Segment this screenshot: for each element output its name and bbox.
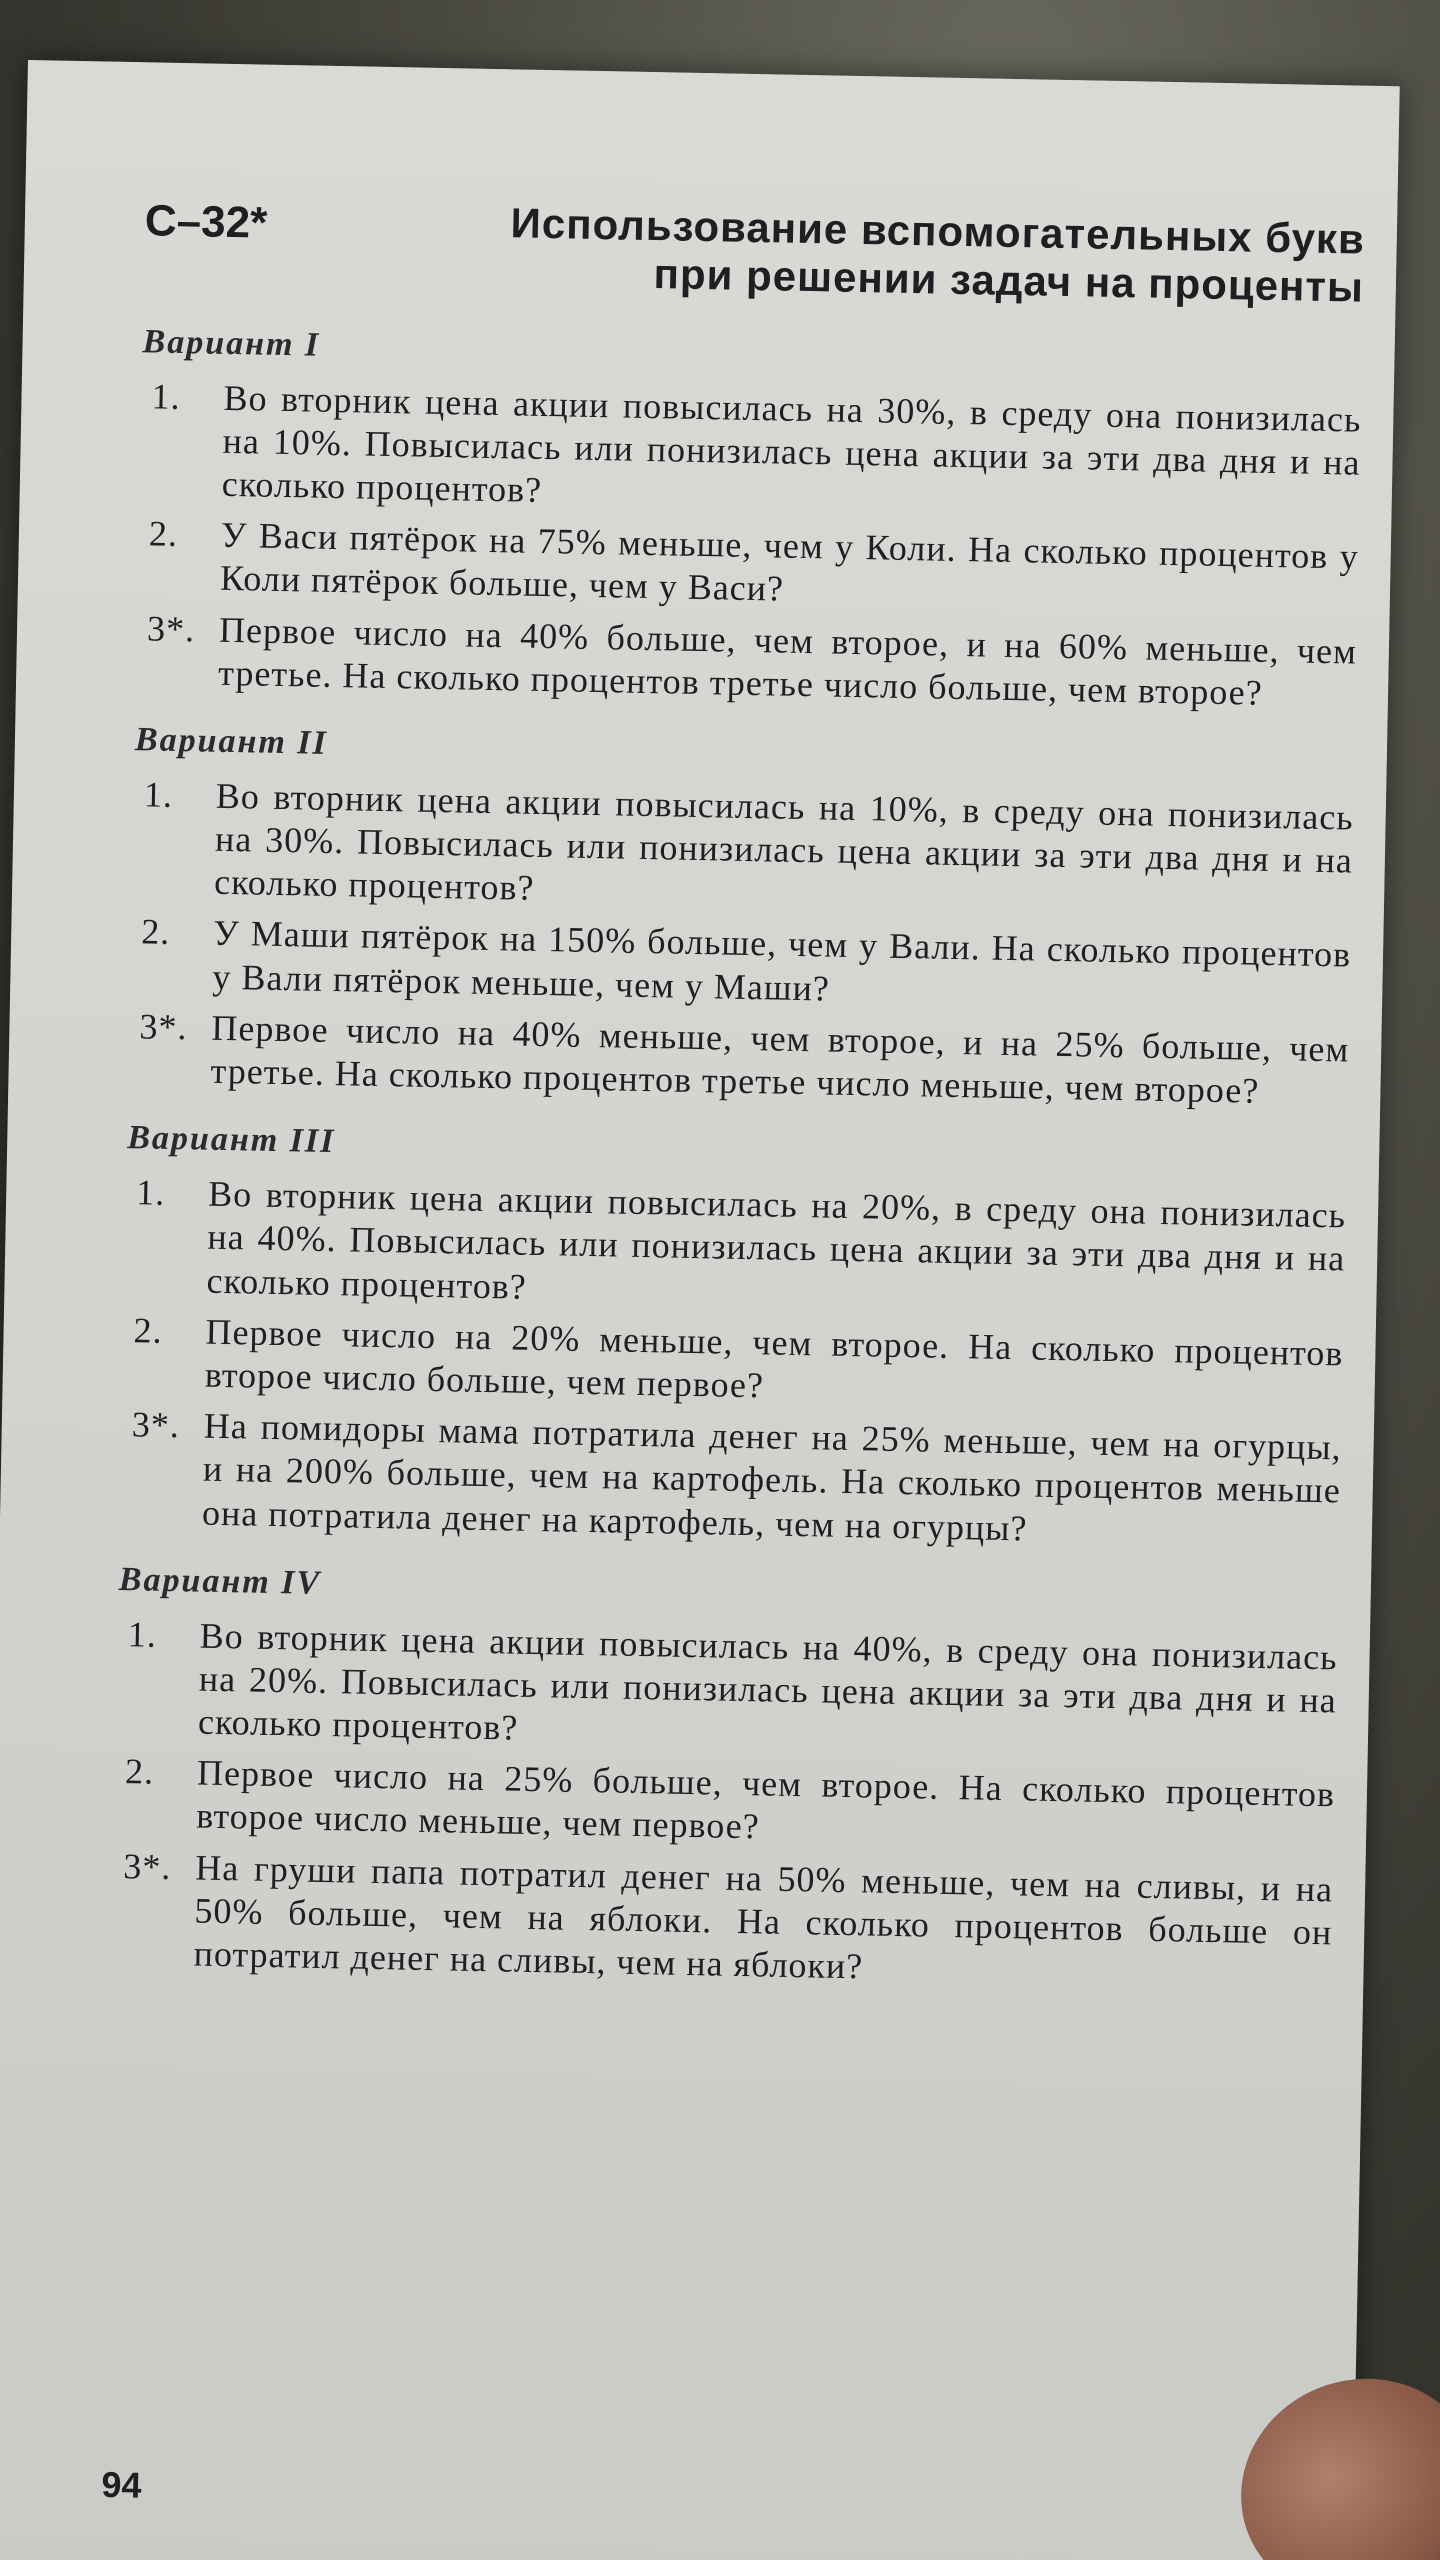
task-item <box>120 1403 1342 1556</box>
task-number: 3*. <box>131 1404 181 1446</box>
task-item <box>136 607 1357 717</box>
variant-heading: Вариант III <box>126 1119 336 1161</box>
task-item <box>128 1005 1349 1115</box>
task-item <box>139 375 1361 528</box>
task-number: 3*. <box>139 1006 188 1048</box>
task-item <box>122 1309 1343 1419</box>
task-item <box>130 911 1351 1021</box>
task-item <box>111 1845 1333 1998</box>
textbook-page <box>0 60 1400 2560</box>
task-item <box>116 1613 1338 1766</box>
task-number: 2. <box>148 513 179 555</box>
task-text: У Маши пятёрок на 150% больше, чем у Вали. На сколько процентов у Вали пятёрок меньше, чем у Маши? <box>212 913 1352 1009</box>
variant-4 <box>111 1561 1339 1998</box>
task-number: 2. <box>124 1751 155 1793</box>
task-text: На помидоры мама потратила денег на 25% меньше, чем на огурцы, и на 200% больше, чем на картофель. На сколько процентов меньше она потратила денег на картофель, чем на огурцы? <box>201 1405 1342 1548</box>
task-number: 2. <box>133 1310 164 1351</box>
task-text: Первое число на 40% меньше, чем второе, и на 25% больше, чем третье. На сколько процентов третье число меньше, чем второе? <box>210 1007 1350 1111</box>
task-number: 3*. <box>146 607 196 649</box>
task-text: У Васи пятёрок на 75% меньше, чем у Коли. На сколько процентов у Коли пятёрок больше, чем у Васи? <box>219 514 1360 609</box>
task-item <box>114 1750 1335 1860</box>
page-number: 94 <box>101 2463 142 2506</box>
variant-heading: Вариант I <box>142 322 321 364</box>
section-title-line1: Использование вспомогательных букв <box>510 199 1366 263</box>
page-content <box>101 192 1366 2506</box>
variant-1 <box>136 323 1363 717</box>
task-number: 1. <box>151 376 181 417</box>
variant-3 <box>120 1119 1348 1556</box>
section-title <box>394 197 1366 312</box>
task-item <box>124 1171 1346 1324</box>
task-number: 1. <box>127 1613 158 1655</box>
variant-heading: Вариант II <box>134 721 329 762</box>
variant-2 <box>128 721 1355 1115</box>
task-item <box>132 773 1354 926</box>
task-number: 3*. <box>122 1845 172 1887</box>
task-number: 1. <box>135 1172 166 1214</box>
task-text: Первое число на 40% больше, чем второе, и на 60% меньше, чем третье. На сколько процентов третье число больше, чем второе? <box>217 609 1358 713</box>
task-text: Первое число на 25% больше, чем второе. На сколько процентов второе число меньше, чем первое? <box>195 1752 1336 1847</box>
task-number: 2. <box>140 911 171 953</box>
variant-heading: Вариант IV <box>118 1560 322 1602</box>
task-text: Во вторник цена акции повысилась на 10%, в среду она понизилась на 30%. Повысилась или понизилась цена акции за эти два дня и на сколько процентов? <box>213 775 1355 909</box>
task-text: Во вторник цена акции повысилась на 20%, в среду она понизилась на 40%. Повысилась или понизилась цена акции за эти два дня и на сколько процентов? <box>206 1173 1347 1307</box>
task-item <box>138 512 1359 622</box>
task-text: Во вторник цена акции повысилась на 40%, в среду она понизилась на 20%. Повысилась или понизилась цена акции за эти два дня и на сколько процентов? <box>197 1615 1338 1748</box>
task-text: Первое число на 20% меньше, чем второе. На сколько процентов второе число больше, чем первое? <box>204 1311 1344 1406</box>
task-text: На груши папа потратил денег на 50% меньше, чем на сливы, и на 50% больше, чем на яблоки. На сколько процентов больше он потратил денег на сливы, чем на яблоки? <box>193 1847 1334 1987</box>
task-number: 1. <box>143 774 174 815</box>
task-text: Во вторник цена акции повысилась на 30%, в среду она понизилась на 10%. Повысилась или понизилась цена акции за эти два дня и на сколько процентов? <box>221 377 1362 510</box>
section-header <box>144 192 1366 312</box>
section-title-line2: при решении задач на проценты <box>653 250 1365 311</box>
section-code: С–32* <box>144 196 268 248</box>
